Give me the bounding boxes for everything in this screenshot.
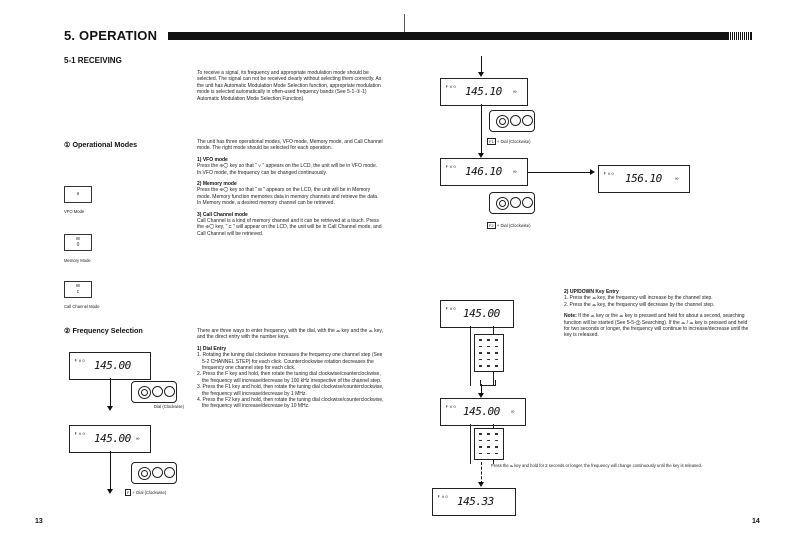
lcd-display-f xyxy=(432,488,516,516)
radio-body xyxy=(131,462,177,484)
lcd-display-1 xyxy=(69,352,151,380)
keypad-key xyxy=(495,339,498,341)
keypad-key xyxy=(479,359,482,361)
knob-icon xyxy=(510,115,521,126)
lcd-indicator: ↟ ∨ 0 xyxy=(603,171,614,176)
dial-step-4: 4. Press the F2 key and hold, then rotate the tuning dial clockwise/counterclockwise, the frequency will increase/decrease by 10 MHz. xyxy=(197,397,384,410)
f1-dial-instruction xyxy=(487,138,530,145)
call-mode-title: 3) Call Channel mode xyxy=(197,211,248,218)
keypad-key xyxy=(487,440,490,442)
keypad-key xyxy=(479,346,482,348)
lcd-indicator: ↟ ∨ 0 xyxy=(74,431,85,436)
page-number-left: 13 xyxy=(35,518,43,525)
lcd-display-a xyxy=(440,78,528,106)
updown-step-1: 1. Press the ⌓ key, the frequency will increase by the channel step. xyxy=(564,295,713,302)
lcd-frequency: 145.33 xyxy=(457,495,494,508)
lcd-display-b xyxy=(440,158,528,186)
keypad-key xyxy=(495,433,498,435)
radio-body xyxy=(489,110,535,132)
keypad-key xyxy=(495,440,498,442)
dial-step-2: 2. Press the F key and hold, then rotate the tuning dial clockwise/counterclockwise, the frequency will increase/decrease by 100 kHz irrespective of the channel step. xyxy=(197,371,382,384)
arrow-head-icon xyxy=(478,482,484,487)
keypad-key xyxy=(487,365,490,367)
dial-knob-icon xyxy=(138,386,151,399)
knob-icon xyxy=(152,467,163,478)
operational-modes-heading: ① Operational Modes xyxy=(64,140,138,149)
knob-icon xyxy=(164,467,175,478)
memory-glyph-top: ᴍ xyxy=(76,236,80,242)
arrow-head-icon xyxy=(107,489,113,494)
lcd-frequency: 146.10 xyxy=(465,165,502,178)
intro-paragraph: To receive a signal, its frequency and appropriate modulation mode should be selected. The signal can not be received clearly without selecting them correctly. As the unit has Automatic Modulation Mode Selection function, appropriate modulation mode is selected automatically in often-used frequency bands (See 5-1-③-1) Automatic Modulation Mode Selection Function). xyxy=(197,70,382,102)
keypad-key xyxy=(495,446,498,448)
dial-knob-icon xyxy=(496,197,509,210)
note-label: Note: xyxy=(564,313,577,320)
frequency-selection-heading: ② Frequency Selection xyxy=(64,326,143,335)
vfo-mode-label: VFO Mode xyxy=(64,209,85,214)
dial-step-1: 1. Rotating the tuning dial clockwise increases the frequency one channel step (See 5-2 CHANNEL STEP) for each click. Counterclockwise rotation decreases the frequency one channel step for each click. xyxy=(197,352,383,372)
f-dial-instruction xyxy=(125,489,166,496)
keypad-key xyxy=(479,365,482,367)
knob-icon xyxy=(510,197,521,208)
chapter-title: 5. OPERATION xyxy=(64,28,158,43)
f2-key-icon: F2 xyxy=(489,223,494,228)
keypad-key xyxy=(487,346,490,348)
memory-glyph-bottom: 0 xyxy=(76,242,80,248)
call-glyph-top: ᴍ xyxy=(76,283,80,289)
knob-icon xyxy=(522,197,533,208)
f1-key-icon: F1 xyxy=(489,139,494,144)
keypad-key xyxy=(487,446,490,448)
lcd-suffix-icon: ∞ xyxy=(136,436,140,442)
lcd-indicator: ↟ ∨ 0 xyxy=(445,306,456,311)
arrow-head-icon xyxy=(107,406,113,411)
op-modes-text: The unit has three operational modes, VFO mode, Memory mode, and Call Channel mode. The right mode should be selected for each operation. xyxy=(197,139,383,152)
f1-dial-label: + Dial (Clockwise) xyxy=(496,139,531,144)
keypad-key xyxy=(495,365,498,367)
dial-clockwise-label: Dial (Clockwise) xyxy=(154,404,185,409)
vfo-mode-text: Press the ⌯◯ key so that " ∨ " appears on the LCD, the unit will be in VFO mode. xyxy=(197,163,378,170)
keypad-key xyxy=(487,339,490,341)
keypad-key xyxy=(487,453,490,455)
lcd-indicator: ↟ ∨ 0 xyxy=(445,164,456,169)
lcd-display-d xyxy=(440,300,514,328)
keypad-key xyxy=(487,352,490,354)
f2-dial-label: + Dial (Clockwise) xyxy=(496,223,531,228)
title-bar-stripes xyxy=(728,32,750,40)
f2-dial-instruction xyxy=(487,222,530,229)
keypad-key xyxy=(487,359,490,361)
lcd-indicator: ↟ ∨ 0 xyxy=(445,404,456,409)
updown-title: 2) UP/DOWN Key Entry xyxy=(564,289,619,295)
dial-knob-icon xyxy=(496,115,509,128)
freq-sel-text: There are three ways to enter frequency, with the dial, with the ⌓ key and the ⌓ key, and the direct entry with the number keys. xyxy=(197,328,383,341)
lcd-frequency: 156.10 xyxy=(625,172,662,185)
lcd-frequency: 145.00 xyxy=(463,307,500,320)
call-mode-lcd xyxy=(64,281,92,298)
title-bar xyxy=(168,32,752,40)
vfo-mode-text2: In VFO mode, the frequency can be changed continuously. xyxy=(197,169,327,176)
memory-mode-lcd xyxy=(64,234,92,251)
keypad-key xyxy=(479,352,482,354)
arrow-head-icon xyxy=(478,72,484,77)
keypad-key xyxy=(479,339,482,341)
memory-mode-text: Press the ⌯◯ key so that " ᴍ " appears on the LCD, the unit will be in Memory mode. Memory function memories data in memory channels and retrieve the data. xyxy=(197,187,379,200)
lcd-display-c xyxy=(598,165,690,193)
lcd-frequency: 145.00 xyxy=(463,405,500,418)
note-text: If the ⌓ key or the ⌓ key is pressed and held for about a second, searching function will be started (See 5-5-③ Searching). If the ⌓ / ⌓ key is pressed and held for two seconds or longer, the frequency will continue to increase/decrease until the key is released. xyxy=(564,313,749,339)
call-mode-text: Call Channel is a kind of memory channel and it can be retrieved at a touch. Press the ⌯◯ key, " ⊏ " will appear on the LCD, the unit will be in Call Channel mode, and Call Channel will be retrieved. xyxy=(197,218,382,237)
dial-step-3: 3. Press the F1 key and hold, then rotate the tuning dial clockwise/counterclockwise, the frequency will increase/decrease by 1 MHz. xyxy=(197,384,384,397)
keypad-key xyxy=(479,440,482,442)
arrow-line xyxy=(481,104,482,154)
lcd-indicator: ↟ ∨ 0 xyxy=(74,358,85,363)
hold-caption: Press the ⌓ key and hold for 2 seconds or longer, the frequency will change continuously until the key is released. xyxy=(491,463,702,468)
vfo-mode-title: 1) VFO mode xyxy=(197,156,228,163)
knob-icon xyxy=(522,115,533,126)
keypad-key xyxy=(495,352,498,354)
lcd-indicator: ↟ ∨ 0 xyxy=(437,494,448,499)
keypad-key xyxy=(479,433,482,435)
lcd-frequency: 145.00 xyxy=(94,359,131,372)
arrow-head-right-icon xyxy=(590,169,595,175)
lcd-suffix-icon: ∞ xyxy=(513,169,517,175)
keypad-icon xyxy=(474,334,504,372)
arrow-line xyxy=(110,451,111,491)
down-key-icon xyxy=(480,380,496,386)
page-fold xyxy=(404,14,405,32)
f-dial-label: + Dial (Clockwise) xyxy=(132,490,167,495)
lcd-suffix-icon: ∞ xyxy=(511,409,515,415)
dashed-arrow-line xyxy=(481,462,482,484)
arrow-line xyxy=(110,378,111,408)
dial-entry-title: 1) Dial Entry xyxy=(197,345,227,352)
lcd-display-2 xyxy=(69,425,151,453)
arrow-line-horizontal xyxy=(528,172,592,173)
f-key-icon: F xyxy=(127,490,130,495)
keypad-key xyxy=(479,446,482,448)
keypad-key xyxy=(479,453,482,455)
lcd-indicator: ↟ ∨ 0 xyxy=(445,84,456,89)
updown-step-2: 2. Press the ⌓ key, the frequency will decrease by the channel step. xyxy=(564,301,715,308)
keypad-key xyxy=(495,359,498,361)
section-title: 5-1 RECEIVING xyxy=(64,56,122,65)
call-glyph-bottom: c xyxy=(76,289,80,295)
vfo-mode-lcd xyxy=(64,186,92,203)
lcd-frequency: 145.10 xyxy=(465,85,502,98)
keypad-key xyxy=(487,433,490,435)
memory-mode-title: 2) Memory mode xyxy=(197,181,237,188)
radio-body xyxy=(131,381,177,403)
memory-mode-text2: In Memory mode, a desired memory channel can be retrieved. xyxy=(197,200,335,207)
keypad-icon xyxy=(474,428,504,460)
lcd-display-e xyxy=(440,398,526,426)
lcd-frequency: 145.00 xyxy=(94,432,131,445)
keypad-key xyxy=(495,346,498,348)
lcd-suffix-icon: ∞ xyxy=(513,89,517,95)
vfo-glyph: ∨ xyxy=(76,191,80,197)
radio-body xyxy=(489,192,535,214)
dial-knob-icon xyxy=(138,467,151,480)
page-number-right: 14 xyxy=(752,518,760,525)
lcd-suffix-icon: ∞ xyxy=(675,176,679,182)
memory-mode-label: Memory Mode xyxy=(64,258,91,263)
call-mode-label: Call Channel Mode xyxy=(64,304,100,309)
knob-icon xyxy=(164,386,175,397)
keypad-key xyxy=(495,453,498,455)
knob-icon xyxy=(152,386,163,397)
